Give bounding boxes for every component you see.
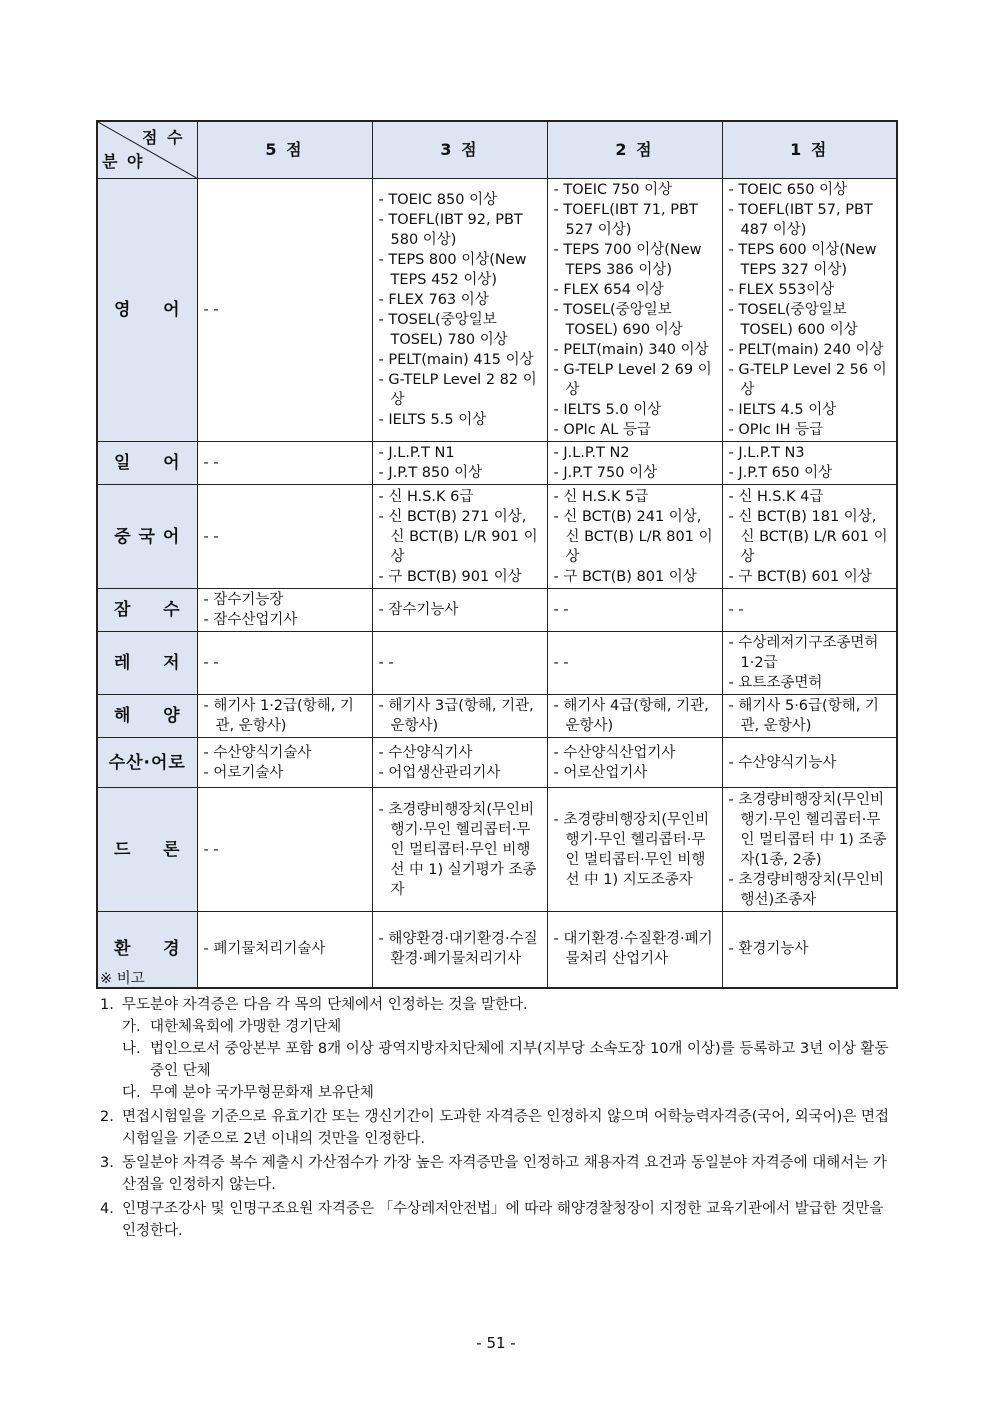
remark-sub-item <box>122 1016 896 1038</box>
remark-number: 2. <box>100 1109 114 1125</box>
remark-sub-item <box>122 1082 896 1104</box>
qualification-list <box>554 180 716 440</box>
score-cell-maritime-5-points <box>197 695 372 738</box>
qualification-list <box>204 653 366 673</box>
qualification-list <box>379 653 541 673</box>
qualification-item: - 신 H.S.K 5급 <box>554 487 716 507</box>
remark-text: 동일분야 자격증 복수 제출시 가산점수가 가장 높은 자격증만을 인정하고 채용자격 요건과 동일분야 자격증에 대해서는 가산점을 인정하지 않는다. <box>122 1155 887 1193</box>
qualification-item: - 어로기술사 <box>204 763 366 783</box>
qualification-item: - 초경량비행장치(무인비행기·무인 헬리콥터·무인 멀티콥터·무인 비행선 中 1) 지도조종자 <box>554 810 716 890</box>
remarks-title: ※ 비고 <box>100 971 145 987</box>
qualification-item: - 구 BCT(B) 601 이상 <box>729 567 891 587</box>
qualification-item: - 해기사 3급(항해, 기관, 운항사) <box>379 696 541 736</box>
remark-number: 1. <box>100 997 114 1013</box>
qualification-item: - 초경량비행장치(무인비행기·무인 헬리콥터·무인 멀티콥터 中 1) 조종자(1종, 2종) <box>729 790 891 870</box>
qualification-item: - - <box>729 600 891 620</box>
score-cell-fisheries-5-points <box>197 738 372 788</box>
qualification-list <box>554 600 716 620</box>
qualification-list <box>729 180 891 440</box>
score-cell-leisure-3-points <box>372 632 547 695</box>
qualification-list <box>204 840 366 860</box>
qualification-item: - - <box>204 300 366 320</box>
remark-item <box>100 994 896 1104</box>
qualification-item: - - <box>204 840 366 860</box>
score-cell-drone-2-points <box>547 788 722 912</box>
qualification-score-table <box>96 120 898 989</box>
field-cell-english <box>97 179 197 442</box>
qualification-item: - J.L.P.T N2 <box>554 443 716 463</box>
score-cell-maritime-1-point <box>722 695 897 738</box>
field-label <box>104 527 191 547</box>
qualification-item: - PELT(main) 240 이상 <box>729 340 891 360</box>
score-cell-chinese-3-points <box>372 485 547 589</box>
field-label-part: 어 <box>163 300 181 320</box>
qualification-list <box>379 800 541 900</box>
qualification-item: - 신 H.S.K 6급 <box>379 487 541 507</box>
remark-body <box>122 1152 896 1196</box>
qualification-item: - IELTS 5.0 이상 <box>554 400 716 420</box>
corner-header-cell <box>97 121 197 179</box>
score-cell-diving-2-points <box>547 589 722 632</box>
qualification-list <box>379 443 541 483</box>
field-label-part: 수 <box>163 600 181 620</box>
score-cell-drone-3-points <box>372 788 547 912</box>
page-number: - 51 - <box>476 1334 516 1352</box>
qualification-item: - - <box>204 527 366 547</box>
qualification-item: - IELTS 4.5 이상 <box>729 400 891 420</box>
qualification-item: - FLEX 654 이상 <box>554 280 716 300</box>
remark-line <box>100 1152 896 1196</box>
qualification-item: - TOSEL(중앙일보 TOSEL) 780 이상 <box>379 310 541 350</box>
field-label-part: 어 <box>163 453 181 473</box>
field-label-part: 환 <box>114 939 132 960</box>
qualification-item: - 해양환경·대기환경·수질환경·폐기물처리기사 <box>379 929 541 969</box>
remark-item <box>100 1152 896 1196</box>
remark-item <box>100 1106 896 1150</box>
score-cell-maritime-3-points <box>372 695 547 738</box>
field-label-part: 수산·어로 <box>108 752 186 773</box>
qualification-item: - PELT(main) 340 이상 <box>554 340 716 360</box>
remark-body <box>122 1198 896 1242</box>
remark-sub-text: 무예 분야 국가무형문화재 보유단체 <box>150 1085 374 1101</box>
table-row-japanese <box>97 442 897 485</box>
score-cell-maritime-2-points <box>547 695 722 738</box>
qualification-list <box>554 653 716 673</box>
column-header-1-point: 1 점 <box>722 121 897 179</box>
field-label-part: 저 <box>163 653 181 673</box>
qualification-item: - 해기사 1·2급(항해, 기관, 운항사) <box>204 696 366 736</box>
field-label <box>104 939 191 959</box>
qualification-list <box>729 790 891 910</box>
qualification-item: - TOEIC 850 이상 <box>379 190 541 210</box>
qualification-item: - 신 H.S.K 4급 <box>729 487 891 507</box>
qualification-list <box>729 600 891 620</box>
field-label <box>104 840 191 860</box>
table-body <box>97 179 897 988</box>
qualification-item: - 수산양식기술사 <box>204 743 366 763</box>
qualification-item: - 수산양식산업기사 <box>554 743 716 763</box>
qualification-item: - TOEFL(IBT 71, PBT 527 이상) <box>554 200 716 240</box>
qualification-item: - TOSEL(중앙일보 TOSEL) 600 이상 <box>729 300 891 340</box>
qualification-item: - 해기사 5·6급(항해, 기관, 운항사) <box>729 696 891 736</box>
qualification-item: - - <box>379 653 541 673</box>
table-row-fisheries <box>97 738 897 788</box>
qualification-list <box>204 527 366 547</box>
table-row-maritime <box>97 695 897 738</box>
remark-item <box>100 1198 896 1242</box>
qualification-list <box>204 300 366 320</box>
field-label <box>104 600 191 620</box>
qualification-list <box>554 743 716 783</box>
qualification-list <box>204 696 366 736</box>
qualification-item: - TEPS 800 이상(New TEPS 452 이상) <box>379 250 541 290</box>
column-header-5-points: 5 점 <box>197 121 372 179</box>
qualification-item: - G-TELP Level 2 82 이상 <box>379 370 541 410</box>
qualification-item: - J.P.T 650 이상 <box>729 463 891 483</box>
table-row-english <box>97 179 897 442</box>
qualification-item: - FLEX 553이상 <box>729 280 891 300</box>
field-label-part: 해 <box>114 706 132 726</box>
qualification-item: - TOEFL(IBT 57, PBT 487 이상) <box>729 200 891 240</box>
remark-text: 인명구조강사 및 인명구조요원 자격증은 「수상레저안전법」에 따라 해양경찰청장이 지정한 교육기관에서 발급한 것만을 인정한다. <box>122 1201 884 1239</box>
qualification-list <box>379 929 541 969</box>
qualification-item: - TEPS 700 이상(New TEPS 386 이상) <box>554 240 716 280</box>
remark-number: 4. <box>100 1201 114 1217</box>
table-row-leisure <box>97 632 897 695</box>
qualification-item: - OPIc IH 등급 <box>729 420 891 440</box>
score-cell-chinese-2-points <box>547 485 722 589</box>
remarks-section <box>100 968 896 1242</box>
qualification-item: - J.L.P.T N1 <box>379 443 541 463</box>
qualification-item: - J.P.T 750 이상 <box>554 463 716 483</box>
qualification-list <box>554 696 716 736</box>
field-cell-drone <box>97 788 197 912</box>
remarks-list <box>100 994 896 1242</box>
field-cell-diving <box>97 589 197 632</box>
qualification-list <box>379 190 541 430</box>
qualification-list <box>379 743 541 783</box>
remark-text: 면접시험일을 기준으로 유효기간 또는 갱신기간이 도과한 자격증은 인정하지 않으며 어학능력자격증(국어, 외국어)은 면접시험일을 기준으로 2년 이내의 것만을 인정한다. <box>122 1109 889 1147</box>
field-cell-japanese <box>97 442 197 485</box>
qualification-item: - 어로산업기사 <box>554 763 716 783</box>
qualification-item: - 어업생산관리기사 <box>379 763 541 783</box>
field-label-part: 잠 <box>114 600 132 620</box>
table-row-chinese <box>97 485 897 589</box>
qualification-item: - 신 BCT(B) 181 이상, 신 BCT(B) L/R 601 이상 <box>729 507 891 567</box>
remark-number: 3. <box>100 1155 114 1171</box>
remark-sub-mark: 다. <box>122 1085 141 1101</box>
qualification-item: - - <box>204 453 366 473</box>
qualification-item: - TEPS 600 이상(New TEPS 327 이상) <box>729 240 891 280</box>
qualification-list <box>204 453 366 473</box>
qualification-list <box>729 487 891 587</box>
qualification-item: - G-TELP Level 2 69 이상 <box>554 360 716 400</box>
qualification-list <box>554 443 716 483</box>
qualification-list <box>729 753 891 773</box>
column-header-2-points: 2 점 <box>547 121 722 179</box>
qualification-list <box>379 487 541 587</box>
score-cell-drone-5-points <box>197 788 372 912</box>
field-label <box>104 706 191 726</box>
qualification-item: - IELTS 5.5 이상 <box>379 410 541 430</box>
qualification-list <box>379 600 541 620</box>
qualification-item: - 초경량비행장치(무인비행선)조종자 <box>729 870 891 910</box>
qualification-score-table-wrapper <box>96 120 896 989</box>
score-cell-chinese-1-point <box>722 485 897 589</box>
score-cell-japanese-5-points <box>197 442 372 485</box>
column-header-3-points: 3 점 <box>372 121 547 179</box>
qualification-item: - 수산양식기사 <box>379 743 541 763</box>
score-cell-fisheries-3-points <box>372 738 547 788</box>
qualification-list <box>729 633 891 693</box>
score-cell-english-3-points <box>372 179 547 442</box>
field-label-part: 양 <box>163 706 181 726</box>
remark-body <box>122 994 896 1104</box>
field-cell-fisheries <box>97 738 197 788</box>
score-cell-diving-1-point <box>722 589 897 632</box>
qualification-item: - TOEIC 650 이상 <box>729 180 891 200</box>
field-label <box>104 300 191 320</box>
field-label <box>104 453 191 473</box>
qualification-item: - - <box>204 653 366 673</box>
qualification-item: - 신 BCT(B) 271 이상, 신 BCT(B) L/R 901 이상 <box>379 507 541 567</box>
remark-sub-mark: 나. <box>122 1041 141 1057</box>
qualification-item: - 잠수기능장 <box>204 590 366 610</box>
qualification-item: - PELT(main) 415 이상 <box>379 350 541 370</box>
qualification-item: - 초경량비행장치(무인비행기·무인 헬리콥터·무인 멀티콥터·무인 비행선 中 1) 실기평가 조종자 <box>379 800 541 900</box>
score-cell-fisheries-2-points <box>547 738 722 788</box>
score-cell-diving-3-points <box>372 589 547 632</box>
score-cell-fisheries-1-point <box>722 738 897 788</box>
remark-body <box>122 1106 896 1150</box>
field-cell-chinese <box>97 485 197 589</box>
qualification-item: - 잠수산업기사 <box>204 610 366 630</box>
score-cell-diving-5-points <box>197 589 372 632</box>
remark-sub-item <box>122 1038 896 1082</box>
corner-label-field: 분 야 <box>102 152 145 171</box>
score-cell-leisure-1-point <box>722 632 897 695</box>
score-cell-leisure-2-points <box>547 632 722 695</box>
qualification-item: - J.P.T 850 이상 <box>379 463 541 483</box>
qualification-item: - 요트조종면허 <box>729 673 891 693</box>
qualification-item: - 환경기능사 <box>729 939 891 959</box>
qualification-item: - FLEX 763 이상 <box>379 290 541 310</box>
field-label-part: 드 <box>114 839 132 860</box>
qualification-item: - 해기사 4급(항해, 기관, 운항사) <box>554 696 716 736</box>
field-label-part: 경 <box>163 939 181 960</box>
score-cell-english-2-points <box>547 179 722 442</box>
score-cell-drone-1-point <box>722 788 897 912</box>
score-cell-japanese-3-points <box>372 442 547 485</box>
table-row-diving <box>97 589 897 632</box>
qualification-item: - OPIc AL 등급 <box>554 420 716 440</box>
qualification-item: - J.L.P.T N3 <box>729 443 891 463</box>
field-label-part: 레 <box>114 653 132 673</box>
qualification-item: - - <box>554 653 716 673</box>
qualification-list <box>729 939 891 959</box>
qualification-item: - 수산양식기능사 <box>729 753 891 773</box>
score-cell-chinese-5-points <box>197 485 372 589</box>
score-cell-japanese-1-point <box>722 442 897 485</box>
field-cell-leisure <box>97 632 197 695</box>
remark-line <box>100 1198 896 1242</box>
field-cell-maritime <box>97 695 197 738</box>
qualification-list <box>204 939 366 959</box>
score-cell-japanese-2-points <box>547 442 722 485</box>
score-cell-english-1-point <box>722 179 897 442</box>
remark-sub-text: 대한체육회에 가맹한 경기단체 <box>150 1019 342 1035</box>
field-label <box>104 653 191 673</box>
score-cell-english-5-points <box>197 179 372 442</box>
remark-sub-mark: 가. <box>122 1019 141 1035</box>
qualification-list <box>729 696 891 736</box>
header-row <box>97 121 897 179</box>
remark-line <box>100 994 896 1104</box>
qualification-item: - TOEIC 750 이상 <box>554 180 716 200</box>
score-cell-leisure-5-points <box>197 632 372 695</box>
qualification-item: - 구 BCT(B) 901 이상 <box>379 567 541 587</box>
qualification-item: - 구 BCT(B) 801 이상 <box>554 567 716 587</box>
qualification-list <box>729 443 891 483</box>
field-label <box>104 753 191 773</box>
qualification-list <box>554 929 716 969</box>
qualification-item: - - <box>554 600 716 620</box>
qualification-item: - 잠수기능사 <box>379 600 541 620</box>
field-label-part: 론 <box>163 839 181 860</box>
qualification-item: - 수상레저기구조종면허 1·2급 <box>729 633 891 673</box>
remark-line <box>100 1106 896 1150</box>
field-label-part: 중 국 어 <box>114 526 181 547</box>
qualification-list <box>554 810 716 890</box>
qualification-item: - TOSEL(중앙일보 TOSEL) 690 이상 <box>554 300 716 340</box>
corner-label-score: 점 수 <box>142 128 185 147</box>
qualification-item: - 대기환경·수질환경·폐기물처리 산업기사 <box>554 929 716 969</box>
qualification-list <box>379 696 541 736</box>
qualification-list <box>204 590 366 630</box>
qualification-item: - 폐기물처리기술사 <box>204 939 366 959</box>
remark-text: 무도분야 자격증은 다음 각 목의 단체에서 인정하는 것을 말한다. <box>122 997 528 1013</box>
qualification-item: - G-TELP Level 2 56 이상 <box>729 360 891 400</box>
qualification-list <box>204 743 366 783</box>
qualification-item: - TOEFL(IBT 92, PBT 580 이상) <box>379 210 541 250</box>
remark-sub-text: 법인으로서 중앙본부 포함 8개 이상 광역지방자치단체에 지부(지부당 소속도장 10개 이상)를 등록하고 3년 이상 활동 중인 단체 <box>150 1041 889 1079</box>
qualification-list <box>554 487 716 587</box>
table-row-drone <box>97 788 897 912</box>
qualification-item: - 신 BCT(B) 241 이상, 신 BCT(B) L/R 801 이상 <box>554 507 716 567</box>
field-label-part: 일 <box>114 453 132 473</box>
field-label-part: 영 <box>114 300 132 320</box>
